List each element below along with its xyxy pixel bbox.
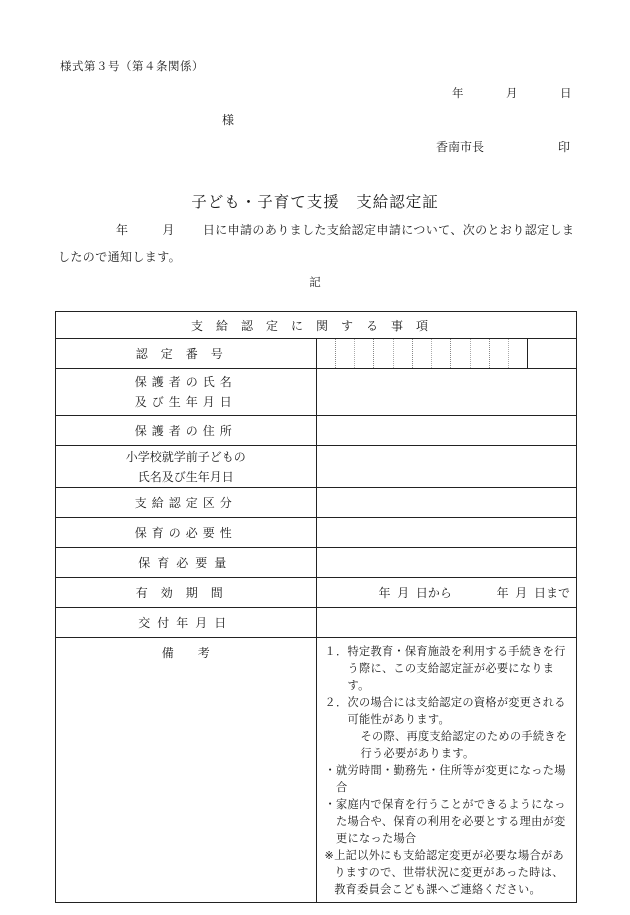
period-month-2: 月 [515, 586, 528, 600]
remark-bullet-2 [325, 796, 569, 847]
period-month-1: 月 [397, 586, 410, 600]
issuer-name: 香南市長 [436, 140, 485, 154]
child-name-field[interactable] [316, 446, 577, 488]
remark-bullet-2-text: 家庭内で保育を行うことができるようになった場合や、保育の利用を必要とする理由が変更になった場合 [336, 798, 566, 845]
valid-period-field[interactable] [316, 578, 577, 608]
remark-item-2-text: 次の場合には支給認定の資格が変更される可能性があります。 [347, 696, 566, 726]
remark-note [325, 847, 569, 898]
label-issue-date: 交付年月日 [56, 608, 317, 638]
remark-bullet-2-mark: ・ [324, 798, 336, 811]
label-child-name-line2: 氏名及び生年月日 [137, 469, 234, 484]
date-year-label: 年 [452, 86, 464, 100]
certification-number-field[interactable] [316, 339, 577, 369]
form-number: 様式第３号（第４条関係） [60, 59, 204, 73]
number-digit-box [490, 339, 509, 368]
number-digit-box [509, 339, 528, 368]
number-digit-box [394, 339, 413, 368]
remark-item-1 [325, 643, 569, 694]
remark-item-1-mark: １． [324, 645, 348, 658]
label-valid-period: 有効期間 [56, 578, 317, 608]
guardian-address-field[interactable] [316, 416, 577, 446]
number-digit-box [471, 339, 490, 368]
label-guardian-name [56, 369, 317, 416]
number-digit-box [432, 339, 451, 368]
guardian-name-field[interactable] [316, 369, 577, 416]
remark-item-2-sub-text: その際、再度支給認定のための手続きを行う必要があります。 [360, 730, 568, 760]
period-year-2: 年 [496, 586, 509, 600]
childcare-amount-field[interactable] [316, 548, 577, 578]
period-from: 日から [415, 586, 452, 600]
remark-item-2-mark: ２． [324, 696, 348, 709]
label-guardian-address: 保護者の住所 [56, 416, 317, 446]
addressee-honorific: 様 [222, 113, 235, 127]
number-digit-box [355, 339, 374, 368]
ki-mark: 記 [309, 275, 321, 289]
certification-table [55, 311, 577, 903]
period-until: 日まで [533, 586, 570, 600]
remark-bullet-1 [325, 762, 569, 796]
notice-text [58, 217, 578, 271]
remark-bullet-1-text: 就労時間・勤務先・住所等が変更になった場合 [336, 764, 566, 794]
number-blank-area [528, 339, 576, 368]
number-digit-box [336, 339, 355, 368]
label-remarks: 備 考 [56, 638, 317, 903]
label-guardian-name-line2: 及び生年月日 [134, 395, 237, 409]
label-certification-number: 認定番号 [56, 339, 317, 369]
label-childcare-necessity: 保育の必要性 [56, 518, 317, 548]
number-digit-box [451, 339, 470, 368]
notice-year: 年 [116, 223, 129, 237]
number-digit-box [413, 339, 432, 368]
date-day-label: 日 [560, 86, 572, 100]
remark-bullet-1-mark: ・ [324, 764, 336, 777]
notice-month: 月 [162, 223, 175, 237]
period-year-1: 年 [378, 586, 391, 600]
number-digit-box [374, 339, 393, 368]
notice-body: 日に申請のありました支給認定申請について、次のとおり認定しましたので通知します。 [58, 223, 575, 264]
certification-category-field[interactable] [316, 488, 577, 518]
remark-item-1-text: 特定教育・保育施設を利用する手続きを行う際に、この支給認定証が必要になります。 [347, 645, 566, 692]
remark-note-mark: ※ [324, 849, 335, 862]
remark-item-2-sub [325, 728, 569, 762]
date-month-label: 月 [506, 86, 518, 100]
label-certification-category: 支給認定区分 [56, 488, 317, 518]
table-heading: 支給認定に関する事項 [56, 312, 577, 339]
childcare-necessity-field[interactable] [316, 518, 577, 548]
remark-item-2 [325, 694, 569, 728]
remark-note-text: 上記以外にも支給認定変更が必要な場合がありますので、世帯状況に変更があった時は、教育委員会こども課へご連絡ください。 [334, 849, 564, 896]
document-title: 子ども・子育て支援 支給認定証 [191, 193, 439, 211]
label-child-name-line1: 小学校就学前子どもの [125, 449, 246, 464]
label-guardian-name-line1: 保護者の氏名 [134, 375, 237, 389]
number-digit-box [317, 339, 336, 368]
label-child-name [56, 446, 317, 488]
seal-mark: 印 [558, 140, 571, 154]
issue-date-field[interactable] [316, 608, 577, 638]
remarks-content [316, 638, 577, 903]
label-childcare-amount: 保育必要量 [56, 548, 317, 578]
